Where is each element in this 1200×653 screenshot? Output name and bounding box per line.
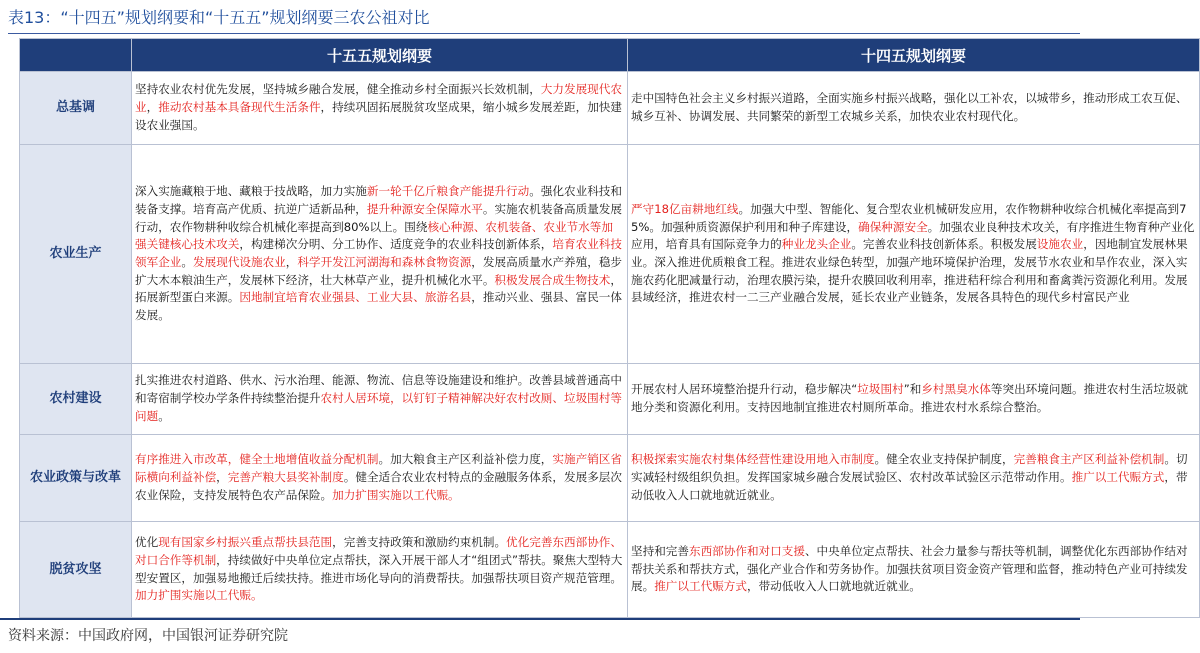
cell-14th-agri-production xyxy=(628,145,1200,364)
cell-text: 坚持和完善 xyxy=(631,543,689,558)
cell-text: ，持续做好中央单位定点帮扶，深入开展干部人才“组团式”帮扶。聚焦大型特大型安置区，加强易地搬迁后续扶持。推进市场化导向的消费帮扶。加强帮扶项目资产规范管理。 xyxy=(135,552,623,585)
cell-text: 。健全农业支持保护制度， xyxy=(874,452,1014,467)
cell-text: ，持续巩固拓展脱贫攻坚成果，缩小城乡发展差距，加快建设农业强国。 xyxy=(135,100,622,132)
cell-text: 等突出环境问题。推进农村生活垃圾就地分类和资源化利用。支持因地制宜推进农村厕所革命。推进农村水系综合整治。 xyxy=(631,382,1188,414)
highlighted-text: 核心种源、农机装备、农业节水等加强关键核心技术攻关 xyxy=(135,219,613,252)
cell-text: 坚持农业农村优先发展，坚持城乡融合发展，健全推动乡村全面振兴长效机制， xyxy=(135,82,541,97)
cell-text: 。 xyxy=(181,255,193,269)
highlighted-text: 推动农村基本具备现代生活条件 xyxy=(158,100,321,115)
cell-text: 。加大粮食主产区利益补偿力度， xyxy=(378,452,553,467)
row-label-rural-construction: 农村建设 xyxy=(20,364,132,435)
cell-text: ，拓展新型蛋白来源。 xyxy=(135,272,622,305)
highlighted-text: 完善粮食主产区利益补偿机制 xyxy=(1013,452,1165,467)
cell-text: 。加强农业良种技术攻关，有序推进生物育种产业化应用，培育具有国际竞争力的 xyxy=(631,219,1195,252)
highlighted-text: 设施农业 xyxy=(1036,237,1084,252)
highlighted-text: 科学开发江河湖海和森林食物资源 xyxy=(297,255,472,269)
row-label-agri-production: 农业生产 xyxy=(20,145,132,364)
highlighted-text: 确保种源安全 xyxy=(858,219,928,234)
highlighted-text: 优化完善东西部协作、对口合作等机制 xyxy=(135,535,622,567)
cell-text: 。强化农业科技和装备支撑。培育高产优质、抗逆广适新品种， xyxy=(135,184,622,216)
cell-15th-poverty-alleviation xyxy=(132,522,628,618)
cell-text: ， xyxy=(216,470,228,485)
cell-text: ， xyxy=(285,255,298,269)
source-note: 资料来源：中国政府网，中国银河证券研究院 xyxy=(8,628,288,644)
table-row xyxy=(20,364,1200,435)
highlighted-text: 加力扩围实施以工代赈。 xyxy=(135,588,263,603)
row-label-general-tone: 总基调 xyxy=(20,72,132,145)
cell-text: ，发展高质量水产养殖，稳步扩大木本粮油生产，发展林下经济，壮大林草产业，提升机械化水平。 xyxy=(135,255,623,287)
highlighted-text: 东西部协作和对口支援 xyxy=(688,543,805,558)
highlighted-text: 农村人居环境，以钉钉子精神解决好农村改厕、垃圾围村等问题 xyxy=(135,391,622,423)
table-caption: 表13：“十四五”规划纲要和“十五五”规划纲要三农公祖对比 xyxy=(8,8,430,27)
table-row xyxy=(20,72,1200,145)
caption-divider xyxy=(8,33,1080,34)
comparison-table xyxy=(19,38,1200,618)
highlighted-text: 现有国家乡村振兴重点帮扶县范围 xyxy=(158,535,333,550)
cell-text: ，推动兴业、强县、富民一体发展。 xyxy=(135,290,622,323)
highlighted-text: 推广以工代赈方式 xyxy=(1071,470,1165,485)
cell-text: ， xyxy=(146,100,159,115)
highlighted-text: 种业龙头企业 xyxy=(781,237,852,252)
cell-14th-general-tone xyxy=(628,72,1200,145)
highlighted-text: 有序推进入市改革，健全土地增值收益分配机制 xyxy=(135,452,379,467)
header-14th-plan: 十四五规划纲要 xyxy=(628,39,1200,72)
cell-text: 开展农村人居环境整治提升行动，稳步解决“ xyxy=(631,382,858,397)
cell-text: 。实施农机装备高质量发展行动，农作物耕种收综合机械化率提高到80%以上。围绕 xyxy=(135,201,622,234)
header-15th-plan: 十五五规划纲要 xyxy=(132,39,628,72)
row-label-policy-reform: 农业政策与改革 xyxy=(20,435,132,522)
cell-15th-agri-production xyxy=(132,145,628,364)
highlighted-text: 提升种源安全保障水平 xyxy=(366,201,483,216)
highlighted-text: 因地制宜培育农业强县、工业大县、旅游名县 xyxy=(239,290,472,305)
highlighted-text: 发展现代设施农业 xyxy=(193,255,286,269)
highlighted-text: 乡村黑臭水体 xyxy=(921,382,991,397)
table-row xyxy=(20,435,1200,522)
cell-text: ，因地制宜发展林果业。深入推进优质粮食工程。推进农业绿色转型，加强产地环境保护治理，发展节水农业和旱作农业，深入实施农药化肥减量行动，治理农膜污染，提升农膜回收利用率，推进秸秆综合利用和畜禽粪污资源化利用。发展县域经济，推进农村一二三产业融合发展，延长农业产业链条，发展各具特色的现代乡村富民产业 xyxy=(631,237,1188,305)
cell-text: 扎实推进农村道路、供水、污水治理、能源、物流、信息等设施建设和维护。改善县域普通高中和寄宿制学校办学条件持续整治提升 xyxy=(135,373,622,406)
cell-15th-policy-reform xyxy=(132,435,628,522)
cell-text: 。完善农业科技创新体系。积极发展 xyxy=(851,237,1037,252)
highlighted-text: 大力发展现代农业 xyxy=(135,82,622,115)
highlighted-text: 积极发展合成生物技术 xyxy=(494,272,611,287)
highlighted-text: 推广以工代赈方式 xyxy=(654,579,747,594)
comparison-table-container[interactable] xyxy=(19,38,1195,616)
highlighted-text: 培育农业科技领军企业 xyxy=(135,237,622,269)
cell-text: ，带动低收入人口就地就近就业。 xyxy=(746,579,921,594)
cell-14th-rural-construction xyxy=(628,364,1200,435)
cell-15th-rural-construction xyxy=(132,364,628,435)
cell-text: ，构建梯次分明、分工协作、适度竞争的农业科技创新体系， xyxy=(239,237,553,252)
highlighted-text: 新一轮千亿斤粮食产能提升行动 xyxy=(366,184,530,199)
highlighted-text: 垃圾围村 xyxy=(857,382,904,397)
table-row xyxy=(20,145,1200,364)
cell-text: 深入实施藏粮于地、藏粮于技战略，加力实施 xyxy=(135,184,367,199)
header-corner xyxy=(20,39,132,72)
cell-text: 、中央单位定点帮扶、社会力量参与帮扶等机制，调整优化东西部协作结对帮扶关系和帮扶方式，强化产业合作和劳务协作。加强扶贫项目资金资产管理和监督，推动特色产业可持续发展。 xyxy=(631,543,1188,594)
cell-text: 。健全适合农业农村特点的金融服务体系，发展多层次农业保险，支持发展特色农产品保险。 xyxy=(135,470,622,502)
cell-text: 走中国特色社会主义乡村振兴道路，全面实施乡村振兴战略，强化以工补农，以城带乡，推动形成工农互促、城乡互补、协调发展、共同繁荣的新型工农城乡关系，加快农业农村现代化。 xyxy=(631,91,1188,123)
row-label-poverty-alleviation: 脱贫攻坚 xyxy=(20,522,132,618)
highlighted-text: 实施产销区省际横向利益补偿 xyxy=(135,452,622,485)
cell-15th-general-tone xyxy=(132,72,628,145)
highlighted-text: 加力扩围实施以工代赈。 xyxy=(332,487,460,502)
highlighted-text: 积极探索实施农村集体经营性建设用地入市制度 xyxy=(631,452,875,467)
cell-text: 。 xyxy=(158,408,170,423)
cell-14th-policy-reform xyxy=(628,435,1200,522)
cell-text: ，带动低收入人口就地就近就业。 xyxy=(631,470,1188,502)
table-header-row xyxy=(20,39,1200,72)
highlighted-text: 严守18亿亩耕地红线 xyxy=(631,201,739,216)
table-row xyxy=(20,522,1200,618)
cell-text: ，完善支持政策和激励约束机制。 xyxy=(332,535,507,550)
cell-text: 。加强大中型、智能化、复合型农业机械研发应用，农作物耕种收综合机械化率提高到75%。加强种质资源保护利用和种子库建设， xyxy=(631,201,1187,234)
highlighted-text: 完善产粮大县奖补制度 xyxy=(227,470,344,485)
table-bottom-rule xyxy=(0,618,1080,620)
cell-text: 优化 xyxy=(135,535,159,550)
cell-text: 。切实减轻村级组织负担。发挥国家城乡融合发展试验区、农村改革试验区示范带动作用。 xyxy=(631,452,1188,485)
cell-14th-poverty-alleviation xyxy=(628,522,1200,618)
cell-text: ”和 xyxy=(903,382,922,397)
